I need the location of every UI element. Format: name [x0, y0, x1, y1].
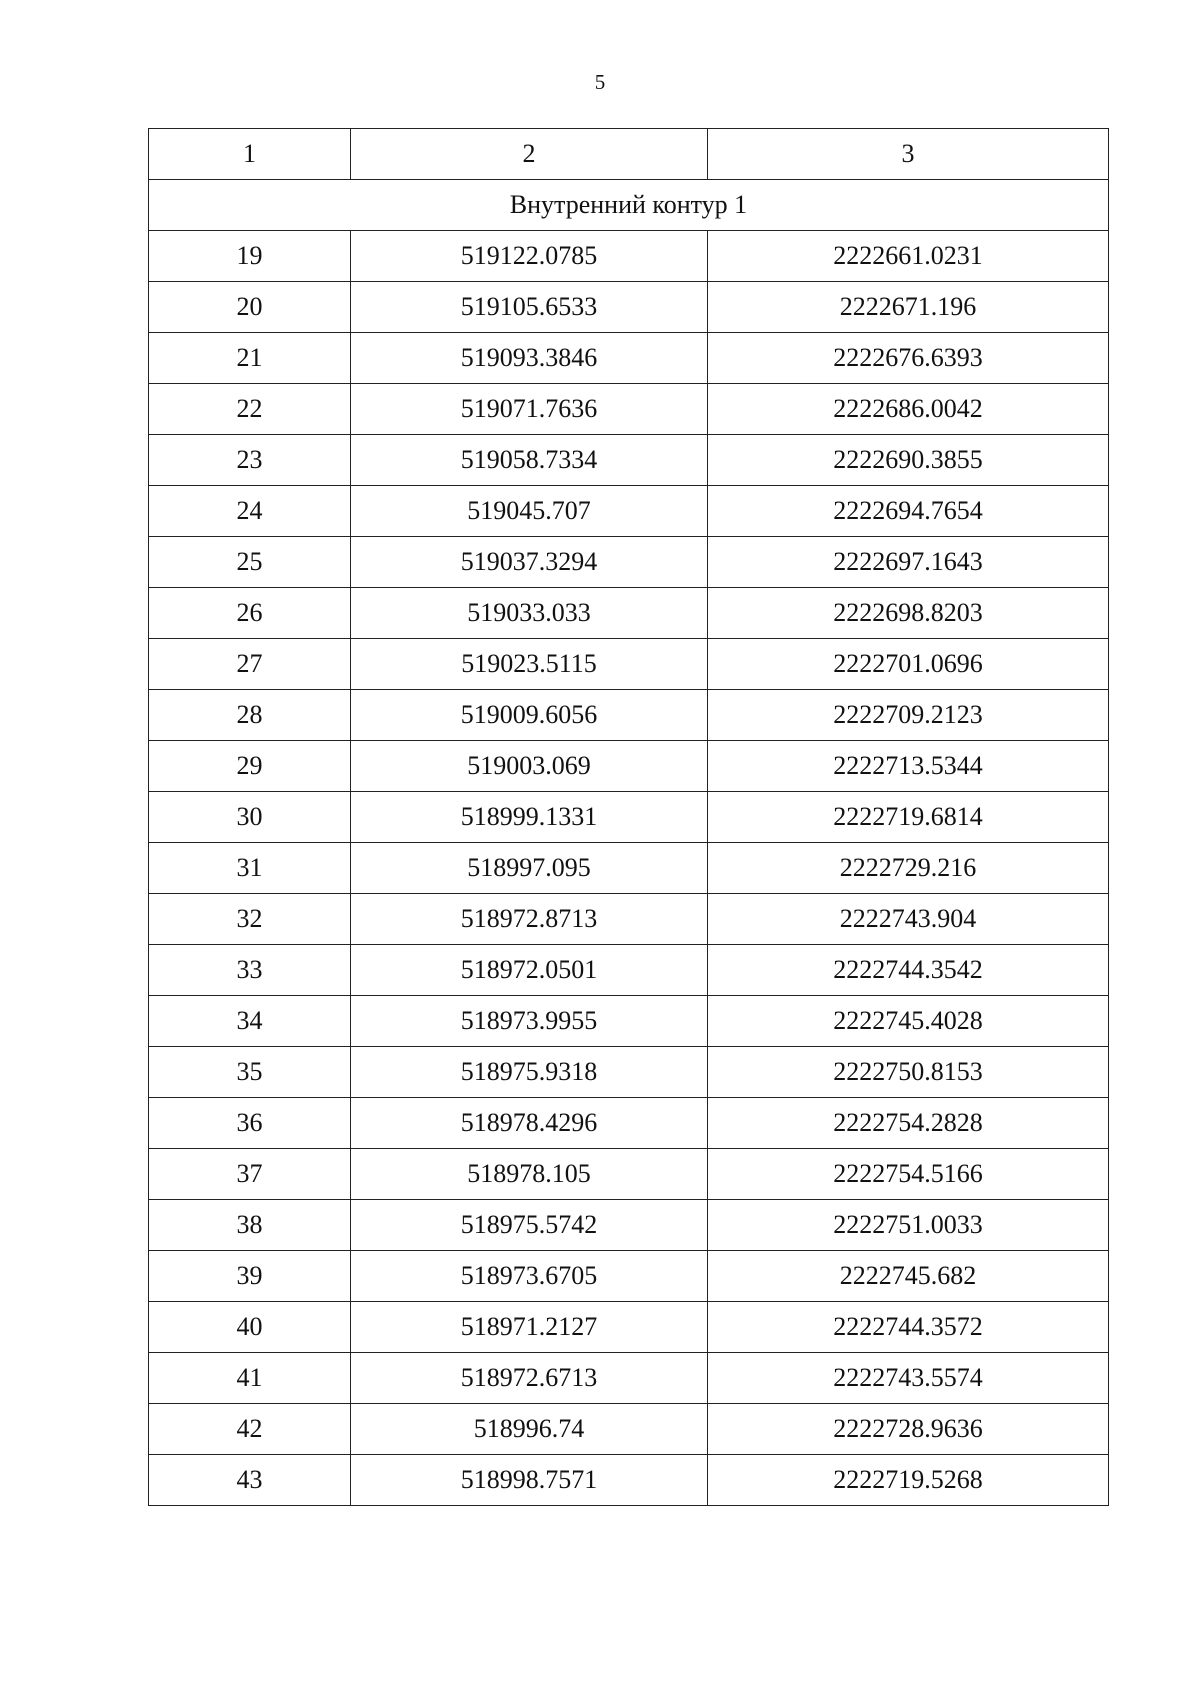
point-number-cell: 32 [149, 894, 351, 945]
point-number-cell: 26 [149, 588, 351, 639]
point-number-cell: 19 [149, 231, 351, 282]
coordinate-x-cell: 518972.8713 [351, 894, 708, 945]
point-number-cell: 34 [149, 996, 351, 1047]
table-row [149, 639, 1109, 690]
point-number-cell: 28 [149, 690, 351, 741]
point-number-cell: 21 [149, 333, 351, 384]
coordinate-x-cell: 518999.1331 [351, 792, 708, 843]
point-number-cell: 43 [149, 1455, 351, 1506]
table-row [149, 231, 1109, 282]
column-number-3: 3 [708, 129, 1109, 180]
point-number-cell: 40 [149, 1302, 351, 1353]
table-row [149, 1353, 1109, 1404]
coordinate-y-cell: 2222709.2123 [708, 690, 1109, 741]
coordinate-y-cell: 2222671.196 [708, 282, 1109, 333]
point-number-cell: 31 [149, 843, 351, 894]
point-number-cell: 27 [149, 639, 351, 690]
point-number-cell: 20 [149, 282, 351, 333]
point-number-cell: 30 [149, 792, 351, 843]
table-row [149, 1455, 1109, 1506]
table-row [149, 690, 1109, 741]
table-row [149, 588, 1109, 639]
coordinate-x-cell: 518998.7571 [351, 1455, 708, 1506]
point-number-cell: 41 [149, 1353, 351, 1404]
point-number-cell: 37 [149, 1149, 351, 1200]
coordinate-y-cell: 2222719.5268 [708, 1455, 1109, 1506]
coordinate-y-cell: 2222750.8153 [708, 1047, 1109, 1098]
coordinate-y-cell: 2222743.904 [708, 894, 1109, 945]
coordinate-x-cell: 518975.9318 [351, 1047, 708, 1098]
coordinate-y-cell: 2222713.5344 [708, 741, 1109, 792]
column-number-row [149, 129, 1109, 180]
coordinate-x-cell: 519009.6056 [351, 690, 708, 741]
point-number-cell: 23 [149, 435, 351, 486]
coordinate-y-cell: 2222697.1643 [708, 537, 1109, 588]
section-title-row [149, 180, 1109, 231]
coordinate-y-cell: 2222745.682 [708, 1251, 1109, 1302]
column-number-1: 1 [149, 129, 351, 180]
point-number-cell: 22 [149, 384, 351, 435]
table-row [149, 1251, 1109, 1302]
table-row [149, 894, 1109, 945]
coordinate-y-cell: 2222701.0696 [708, 639, 1109, 690]
table-row [149, 435, 1109, 486]
coordinate-x-cell: 518972.6713 [351, 1353, 708, 1404]
coordinate-y-cell: 2222661.0231 [708, 231, 1109, 282]
table-row [149, 996, 1109, 1047]
coordinate-x-cell: 518973.6705 [351, 1251, 708, 1302]
point-number-cell: 35 [149, 1047, 351, 1098]
coordinate-x-cell: 518975.5742 [351, 1200, 708, 1251]
table-row [149, 333, 1109, 384]
table-row [149, 384, 1109, 435]
coordinate-y-cell: 2222694.7654 [708, 486, 1109, 537]
coordinate-y-cell: 2222686.0042 [708, 384, 1109, 435]
page-number: 5 [594, 70, 606, 94]
table-row [149, 1200, 1109, 1251]
point-number-cell: 25 [149, 537, 351, 588]
coordinate-y-cell: 2222729.216 [708, 843, 1109, 894]
table-row [149, 1098, 1109, 1149]
coordinate-y-cell: 2222751.0033 [708, 1200, 1109, 1251]
point-number-cell: 38 [149, 1200, 351, 1251]
point-number-cell: 36 [149, 1098, 351, 1149]
table-row [149, 945, 1109, 996]
point-number-cell: 29 [149, 741, 351, 792]
column-number-2: 2 [351, 129, 708, 180]
coordinate-x-cell: 519033.033 [351, 588, 708, 639]
coordinate-y-cell: 2222719.6814 [708, 792, 1109, 843]
table-row [149, 1149, 1109, 1200]
coordinate-x-cell: 519037.3294 [351, 537, 708, 588]
point-number-cell: 24 [149, 486, 351, 537]
coordinate-y-cell: 2222728.9636 [708, 1404, 1109, 1455]
table-row [149, 792, 1109, 843]
coordinate-x-cell: 518978.4296 [351, 1098, 708, 1149]
coordinate-x-cell: 519105.6533 [351, 282, 708, 333]
table-row [149, 486, 1109, 537]
table-row [149, 537, 1109, 588]
point-number-cell: 39 [149, 1251, 351, 1302]
table-row [149, 1404, 1109, 1455]
point-number-cell: 33 [149, 945, 351, 996]
coordinate-x-cell: 519093.3846 [351, 333, 708, 384]
section-title: Внутренний контур 1 [149, 180, 1109, 231]
table-row [149, 741, 1109, 792]
coordinate-x-cell: 519058.7334 [351, 435, 708, 486]
coordinate-x-cell: 519071.7636 [351, 384, 708, 435]
table-body [149, 129, 1109, 1506]
coordinate-y-cell: 2222754.5166 [708, 1149, 1109, 1200]
coordinate-y-cell: 2222698.8203 [708, 588, 1109, 639]
coordinate-x-cell: 519045.707 [351, 486, 708, 537]
coordinate-y-cell: 2222744.3542 [708, 945, 1109, 996]
coordinate-x-cell: 518971.2127 [351, 1302, 708, 1353]
coordinate-y-cell: 2222676.6393 [708, 333, 1109, 384]
coordinate-y-cell: 2222743.5574 [708, 1353, 1109, 1404]
table-row [149, 1047, 1109, 1098]
coordinate-y-cell: 2222744.3572 [708, 1302, 1109, 1353]
coordinate-x-cell: 518997.095 [351, 843, 708, 894]
coordinate-x-cell: 518996.74 [351, 1404, 708, 1455]
table-row [149, 282, 1109, 333]
point-number-cell: 42 [149, 1404, 351, 1455]
table-row [149, 1302, 1109, 1353]
coordinate-y-cell: 2222754.2828 [708, 1098, 1109, 1149]
coordinate-x-cell: 518978.105 [351, 1149, 708, 1200]
coordinate-y-cell: 2222745.4028 [708, 996, 1109, 1047]
coordinate-x-cell: 519023.5115 [351, 639, 708, 690]
coordinate-x-cell: 519003.069 [351, 741, 708, 792]
table-row [149, 843, 1109, 894]
coordinate-x-cell: 518973.9955 [351, 996, 708, 1047]
coordinate-x-cell: 519122.0785 [351, 231, 708, 282]
coordinate-y-cell: 2222690.3855 [708, 435, 1109, 486]
coordinates-table [148, 128, 1109, 1506]
coordinate-x-cell: 518972.0501 [351, 945, 708, 996]
